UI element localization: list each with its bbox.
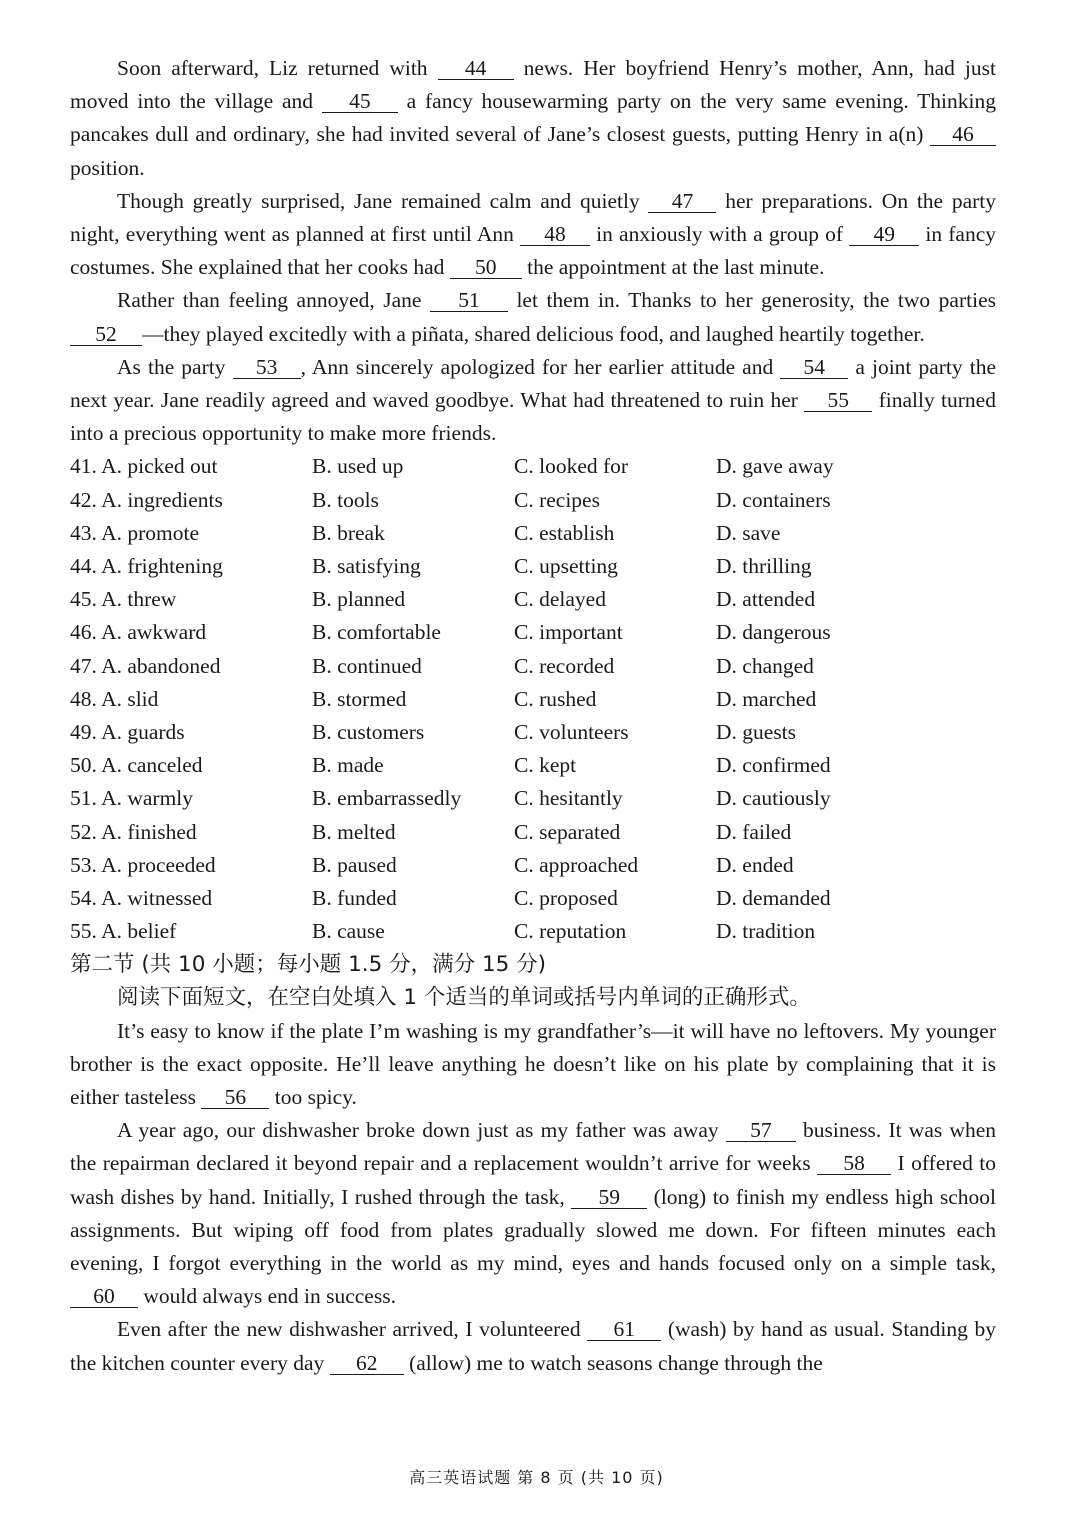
blank-62: 62 xyxy=(330,1352,404,1375)
option-d: D. dangerous xyxy=(716,620,831,645)
option-row-45 xyxy=(70,583,996,616)
option-row-51 xyxy=(70,782,996,815)
passage2-paragraph-1 xyxy=(70,1015,996,1115)
option-d: D. containers xyxy=(716,487,831,512)
option-row-47 xyxy=(70,650,996,683)
option-a: 54. A. witnessed xyxy=(70,885,213,910)
option-d: D. marched xyxy=(716,686,817,711)
text: (long) to finish my endless high school assignments. But wiping off food from plates gradually slowed me down. For fifteen minutes each evening, I forgot everything in the world as my mind, eyes and hands focused only on a simple task, xyxy=(70,1184,996,1276)
option-d: D. tradition xyxy=(716,919,816,944)
exam-page xyxy=(70,52,996,1380)
option-b: B. paused xyxy=(312,852,397,877)
option-a: 41. A. picked out xyxy=(70,454,218,479)
blank-46: 46 xyxy=(930,123,996,146)
option-b: B. break xyxy=(312,520,385,545)
passage2-paragraph-3 xyxy=(70,1313,996,1379)
option-row-43 xyxy=(70,517,996,550)
passage1-paragraph-4 xyxy=(70,351,996,451)
option-d: D. attended xyxy=(716,587,816,612)
text: Rather than feeling annoyed, Jane xyxy=(117,288,430,313)
option-d: D. ended xyxy=(716,852,794,877)
option-b: B. stormed xyxy=(312,686,407,711)
option-a: 50. A. canceled xyxy=(70,753,203,778)
text: Though greatly surprised, Jane remained calm and quietly xyxy=(117,188,649,213)
option-d: D. thrilling xyxy=(716,554,812,578)
page-footer: 高三英语试题 第 8 页 (共 10 页) xyxy=(409,1468,664,1487)
option-a: 45. A. threw xyxy=(70,587,177,612)
option-b: B. comfortable xyxy=(312,620,441,645)
option-c: C. delayed xyxy=(514,587,606,612)
blank-61: 61 xyxy=(587,1318,661,1341)
text: Even after the new dishwasher arrived, I volunteered xyxy=(117,1317,588,1342)
blank-50: 50 xyxy=(450,256,522,279)
option-a: 49. A. guards xyxy=(70,719,185,744)
option-row-46 xyxy=(70,616,996,649)
text: a fancy housewarming party on the very same evening. Thinking pancakes dull and ordinary, she had invited several of Jane’s closest guests, putting Henry in a(n) xyxy=(70,89,996,147)
blank-59: 59 xyxy=(571,1186,647,1209)
option-a: 43. A. promote xyxy=(70,520,199,545)
blank-44: 44 xyxy=(438,57,514,80)
option-c: C. recipes xyxy=(514,487,600,512)
blank-52: 52 xyxy=(70,323,142,346)
blank-49: 49 xyxy=(849,223,919,246)
option-row-42 xyxy=(70,484,996,517)
option-c: C. rushed xyxy=(514,686,597,711)
blank-58: 58 xyxy=(817,1152,891,1175)
text: (allow) me to watch seasons change through the xyxy=(403,1350,823,1375)
blank-51: 51 xyxy=(430,289,508,312)
text: position. xyxy=(70,155,145,180)
blank-53: 53 xyxy=(233,356,301,379)
text: news. Her boyfriend Henry’s mother, Ann, had just moved into the village and xyxy=(70,56,996,114)
text: the appointment at the last minute. xyxy=(521,255,825,280)
answer-options xyxy=(70,450,996,948)
text: I offered to wash dishes by hand. Initially, I rushed through the task, xyxy=(70,1151,996,1209)
option-b: B. tools xyxy=(312,487,379,512)
section-heading: 第二节 (共 10 小题；每小题 1.5 分，满分 15 分) xyxy=(70,952,547,978)
text: would always end in success. xyxy=(138,1284,396,1309)
option-c: C. kept xyxy=(514,753,577,778)
text: a joint party the next year. Jane readily agreed and waved goodbye. What had threatened to ruin her xyxy=(70,354,996,413)
blank-57: 57 xyxy=(726,1119,796,1142)
option-d: D. cautiously xyxy=(716,786,831,811)
option-b: B. planned xyxy=(312,587,406,612)
option-row-53 xyxy=(70,849,996,882)
option-d: D. confirmed xyxy=(716,753,831,778)
option-b: B. cause xyxy=(312,919,385,944)
option-a: 42. A. ingredients xyxy=(70,487,223,512)
option-c: C. hesitantly xyxy=(514,786,623,811)
passage1-paragraph-2 xyxy=(70,185,996,285)
option-d: D. failed xyxy=(716,819,792,844)
option-a: 53. A. proceeded xyxy=(70,852,216,877)
option-c: C. proposed xyxy=(514,885,618,910)
option-d: D. demanded xyxy=(716,885,831,910)
option-row-48 xyxy=(70,683,996,716)
option-d: D. changed xyxy=(716,653,814,678)
option-d: D. guests xyxy=(716,719,797,744)
text: in anxiously with a group of xyxy=(590,222,850,247)
option-row-55 xyxy=(70,915,996,948)
text: , Ann sincerely apologized for her earlier attitude and xyxy=(300,354,781,379)
option-c: C. upsetting xyxy=(514,554,618,578)
text: her preparations. On the party night, everything went as planned at first until Ann xyxy=(70,188,997,247)
option-a: 51. A. warmly xyxy=(70,786,194,811)
option-b: B. embarrassedly xyxy=(312,786,462,811)
option-row-49 xyxy=(70,716,996,749)
option-a: 46. A. awkward xyxy=(70,620,207,645)
blank-60: 60 xyxy=(70,1285,138,1308)
option-a: 44. A. frightening xyxy=(70,554,223,578)
blank-56: 56 xyxy=(201,1086,269,1109)
option-row-41 xyxy=(70,450,996,483)
text: let them in. Thanks to her generosity, the two parties xyxy=(507,288,996,313)
option-c: C. separated xyxy=(514,819,621,844)
text: It’s easy to know if the plate I’m washing is my grandfather’s—it will have no leftovers. My younger brother is the exact opposite. He’ll leave anything he doesn’t like on his plate by complaining that it is either tasteless xyxy=(70,1018,996,1110)
passage1-paragraph-3 xyxy=(70,284,996,350)
section-instruction: 阅读下面短文，在空白处填入 1 个适当的单词或括号内单词的正确形式。 xyxy=(117,985,811,1011)
option-c: C. looked for xyxy=(514,454,629,479)
option-row-50 xyxy=(70,749,996,782)
blank-45: 45 xyxy=(322,90,398,113)
option-a: 55. A. belief xyxy=(70,919,177,944)
blank-55: 55 xyxy=(804,389,872,412)
blank-47: 47 xyxy=(648,190,716,213)
option-c: C. establish xyxy=(514,520,615,545)
option-c: C. volunteers xyxy=(514,719,629,744)
option-b: B. used up xyxy=(312,454,404,479)
option-b: B. satisfying xyxy=(312,554,421,578)
option-row-44 xyxy=(70,550,996,583)
option-a: 47. A. abandoned xyxy=(70,653,221,678)
option-b: B. melted xyxy=(312,819,396,844)
option-a: 52. A. finished xyxy=(70,819,197,844)
text: A year ago, our dishwasher broke down just as my father was away xyxy=(117,1118,726,1143)
option-d: D. gave away xyxy=(716,454,834,479)
option-a: 48. A. slid xyxy=(70,686,159,711)
option-c: C. approached xyxy=(514,852,639,877)
option-row-52 xyxy=(70,816,996,849)
option-c: C. reputation xyxy=(514,919,627,944)
blank-48: 48 xyxy=(520,223,590,246)
option-row-54 xyxy=(70,882,996,915)
text: —they played excitedly with a piñata, shared delicious food, and laughed heartily together. xyxy=(142,321,925,346)
blank-54: 54 xyxy=(780,356,848,379)
option-c: C. recorded xyxy=(514,653,615,678)
text: in fancy costumes. She explained that her cooks had xyxy=(70,222,997,280)
option-d: D. save xyxy=(716,520,781,545)
text: business. It was when the repairman declared it beyond repair and a replacement wouldn’t arrive for weeks xyxy=(70,1118,996,1176)
option-b: B. funded xyxy=(312,885,397,910)
text: finally turned into a precious opportunity to make more friends. xyxy=(70,388,996,446)
text: As the party xyxy=(117,354,233,379)
option-b: B. continued xyxy=(312,653,422,678)
text: (wash) by hand as usual. Standing by the kitchen counter every day xyxy=(70,1317,996,1375)
text: too spicy. xyxy=(269,1085,357,1110)
passage1-paragraph-1 xyxy=(70,52,996,185)
option-c: C. important xyxy=(514,620,623,645)
text: Soon afterward, Liz returned with xyxy=(117,56,438,80)
passage2-paragraph-2 xyxy=(70,1114,996,1313)
option-b: B. customers xyxy=(312,719,425,744)
option-b: B. made xyxy=(312,753,384,778)
